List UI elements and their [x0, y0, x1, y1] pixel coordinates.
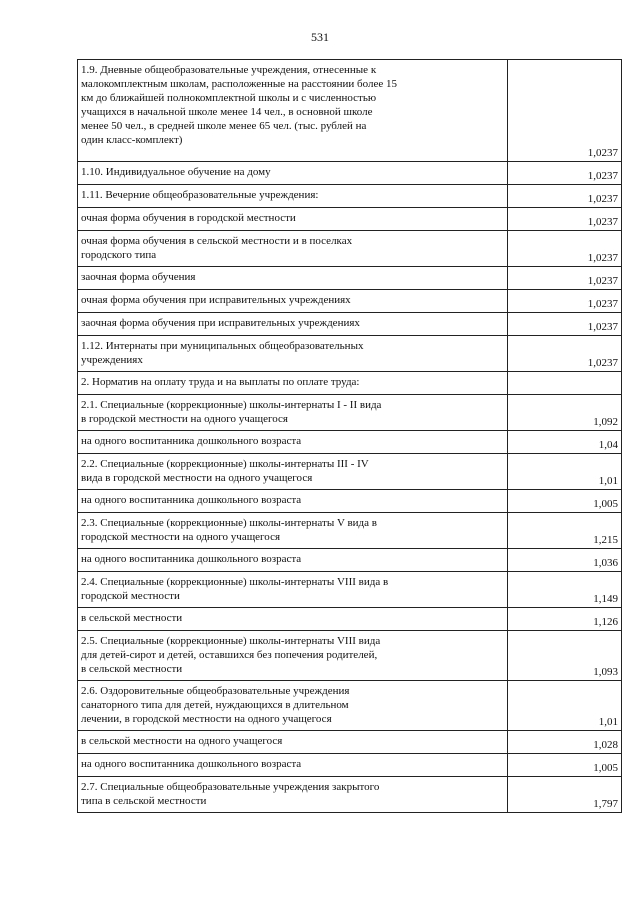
- row-value: 1,0237: [508, 60, 622, 162]
- row-value: 1,0237: [508, 162, 622, 185]
- row-label: очная форма обучения при исправительных учреждениях: [78, 290, 508, 313]
- row-label: 2.5. Специальные (коррекционные) школы-интернаты VIII вида для детей-сирот и детей, оставшихся без попечения родителей, в сельской местности: [78, 631, 508, 681]
- table-row: [78, 777, 622, 813]
- row-label: 1.9. Дневные общеобразовательные учреждения, отнесенные к малокомплектным школам, расположенные на расстоянии более 15 км до ближайшей полнокомплектной школы и с численностью учащихся в начальной школе менее 14 чел., в основной школе менее 50 чел., в средней школе менее 65 чел. (тыс. рублей на один класс-комплект): [78, 60, 508, 162]
- row-label: в сельской местности на одного учащегося: [78, 731, 508, 754]
- row-label: в сельской местности: [78, 608, 508, 631]
- row-label: 2.7. Специальные общеобразовательные учреждения закрытого типа в сельской местности: [78, 777, 508, 813]
- page-number: 531: [311, 30, 329, 44]
- table-row: [78, 631, 622, 681]
- table-row: [78, 372, 622, 395]
- row-label: 2.6. Оздоровительные общеобразовательные учреждения санаторного типа для детей, нуждающихся в длительном лечении, в городской местности на одного учащегося: [78, 681, 508, 731]
- table-row: [78, 608, 622, 631]
- row-label: заочная форма обучения при исправительных учреждениях: [78, 313, 508, 336]
- row-label: 1.11. Вечерние общеобразовательные учреждения:: [78, 185, 508, 208]
- row-value: 1,797: [508, 777, 622, 813]
- row-label: 2.4. Специальные (коррекционные) школы-интернаты VIII вида в городской местности: [78, 572, 508, 608]
- row-label: 2.3. Специальные (коррекционные) школы-интернаты V вида в городской местности на одного учащегося: [78, 513, 508, 549]
- row-value: 1,215: [508, 513, 622, 549]
- row-value: 1,126: [508, 608, 622, 631]
- row-value: 1,0237: [508, 313, 622, 336]
- row-value: 1,036: [508, 549, 622, 572]
- table-body: [78, 60, 622, 813]
- row-value: 1,005: [508, 490, 622, 513]
- table-row: [78, 395, 622, 431]
- row-value: 1,01: [508, 454, 622, 490]
- row-value: 1,092: [508, 395, 622, 431]
- table-row: [78, 208, 622, 231]
- table-row: [78, 231, 622, 267]
- table-row: [78, 572, 622, 608]
- row-label: на одного воспитанника дошкольного возраста: [78, 431, 508, 454]
- row-value: 1,0237: [508, 208, 622, 231]
- row-label: заочная форма обучения: [78, 267, 508, 290]
- table-row: [78, 454, 622, 490]
- row-label: 2.1. Специальные (коррекционные) школы-интернаты I - II вида в городской местности на одного учащегося: [78, 395, 508, 431]
- row-label: 2.2. Специальные (коррекционные) школы-интернаты III - IV вида в городской местности на одного учащегося: [78, 454, 508, 490]
- row-label: 2. Норматив на оплату труда и на выплаты по оплате труда:: [78, 372, 508, 395]
- row-value: 1,0237: [508, 336, 622, 372]
- row-value: 1,028: [508, 731, 622, 754]
- table-row: [78, 290, 622, 313]
- row-value: 1,04: [508, 431, 622, 454]
- row-value: 1,0237: [508, 290, 622, 313]
- row-value: 1,149: [508, 572, 622, 608]
- table-row: [78, 731, 622, 754]
- row-value: 1,0237: [508, 231, 622, 267]
- table-row: [78, 754, 622, 777]
- row-label: 1.10. Индивидуальное обучение на дому: [78, 162, 508, 185]
- coefficient-table: [77, 59, 622, 813]
- row-value: 1,0237: [508, 267, 622, 290]
- table-row: [78, 513, 622, 549]
- row-value: 1,005: [508, 754, 622, 777]
- table-row: [78, 60, 622, 162]
- row-label: на одного воспитанника дошкольного возраста: [78, 549, 508, 572]
- table-row: [78, 313, 622, 336]
- row-label: на одного воспитанника дошкольного возраста: [78, 490, 508, 513]
- table-row: [78, 185, 622, 208]
- table-row: [78, 162, 622, 185]
- table-row: [78, 549, 622, 572]
- row-label: на одного воспитанника дошкольного возраста: [78, 754, 508, 777]
- row-label: 1.12. Интернаты при муниципальных общеобразовательных учреждениях: [78, 336, 508, 372]
- table-row: [78, 490, 622, 513]
- row-label: очная форма обучения в сельской местности и в поселках городского типа: [78, 231, 508, 267]
- row-label: очная форма обучения в городской местности: [78, 208, 508, 231]
- row-value: [508, 372, 622, 395]
- row-value: 1,0237: [508, 185, 622, 208]
- table-row: [78, 336, 622, 372]
- table-row: [78, 681, 622, 731]
- row-value: 1,093: [508, 631, 622, 681]
- row-value: 1,01: [508, 681, 622, 731]
- table-row: [78, 267, 622, 290]
- table-row: [78, 431, 622, 454]
